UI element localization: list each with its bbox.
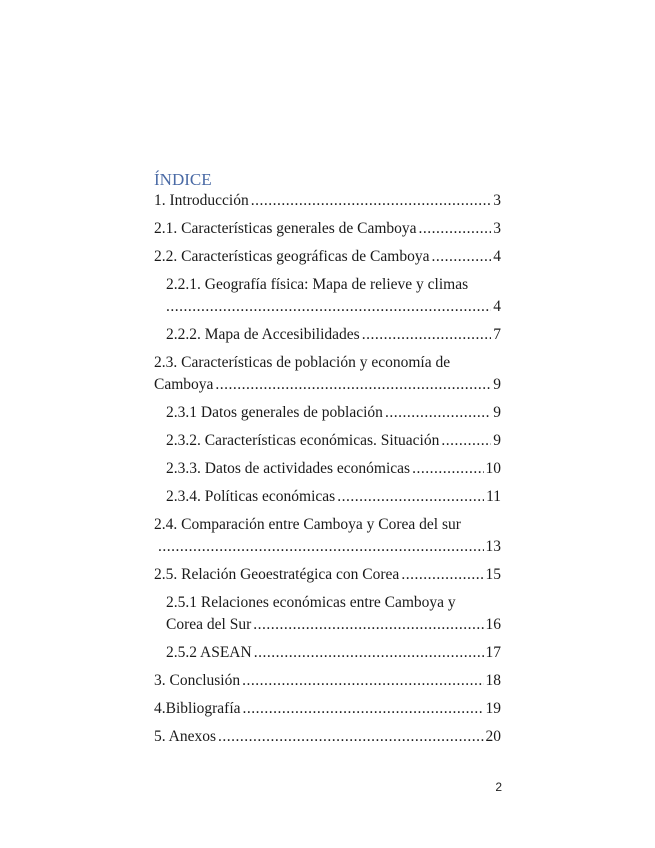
toc-entry[interactable] [154, 670, 501, 692]
toc-entry-text: 2.2. Características geográficas de Camboya [154, 248, 430, 265]
toc-entry-text: 2.3.3. Datos de actividades económicas [166, 460, 411, 477]
dot-leader [385, 402, 491, 424]
toc-entry-page: 15 [485, 566, 501, 583]
toc-entry[interactable] [154, 514, 501, 558]
toc-entry-text: 4.Bibliografía [154, 700, 241, 717]
toc-entry[interactable] [154, 486, 501, 508]
toc-entry-text: Camboya [154, 376, 214, 393]
toc-entry-text: 2.1. Características generales de Camboya [154, 220, 417, 237]
toc-entry-page: 13 [485, 538, 501, 555]
toc-entry-text: 2.2.2. Mapa de Accesibilidades [166, 326, 360, 343]
toc-entry[interactable] [154, 274, 501, 318]
toc-entry-text: 3. Conclusión [154, 672, 241, 689]
toc-entry-page: 17 [485, 644, 501, 661]
table-of-contents [154, 168, 501, 754]
toc-entry[interactable] [154, 564, 501, 586]
toc-entry-page: 4 [493, 298, 501, 315]
dot-leader [419, 218, 492, 240]
toc-entry-page: 10 [485, 460, 501, 477]
dot-leader [158, 536, 484, 558]
toc-entry-text: 2.5.1 Relaciones económicas entre Camboya y [166, 594, 456, 611]
dot-leader [431, 246, 491, 268]
toc-entry-page: 7 [493, 326, 501, 343]
toc-entry-page: 16 [485, 616, 501, 633]
dot-leader [254, 642, 484, 664]
toc-entry[interactable] [154, 352, 501, 396]
toc-entry[interactable] [154, 218, 501, 240]
dot-leader [166, 296, 491, 318]
dot-leader [215, 374, 491, 396]
dot-leader [337, 486, 484, 508]
toc-entry[interactable] [154, 430, 501, 452]
toc-entry-text: 2.2.1. Geografía física: Mapa de relieve y climas [166, 276, 469, 293]
toc-entry-page: 3 [493, 192, 501, 209]
dot-leader [412, 458, 483, 480]
toc-entry[interactable] [154, 246, 501, 268]
toc-entry[interactable] [154, 726, 501, 748]
toc-entry-text: 2.3.4. Políticas económicas [166, 488, 336, 505]
toc-title: ÍNDICE [154, 170, 212, 189]
dot-leader [251, 190, 492, 212]
toc-entry-page: 19 [485, 700, 501, 717]
dot-leader [441, 430, 491, 452]
dot-leader [401, 564, 483, 586]
toc-entry-text: 2.3. Características de población y economía de [154, 354, 451, 371]
toc-entry-page: 9 [493, 432, 501, 449]
toc-entry[interactable] [154, 458, 501, 480]
toc-entry-text: 2.3.2. Características económicas. Situación [166, 432, 440, 449]
toc-entry-text: 2.5.2 ASEAN [166, 644, 252, 661]
toc-entry-page: 20 [485, 728, 501, 745]
dot-leader [362, 324, 492, 346]
toc-entry[interactable] [154, 324, 501, 346]
toc-entry[interactable] [154, 698, 501, 720]
toc-entry-page: 9 [493, 376, 501, 393]
toc-entry-page: 4 [493, 248, 501, 265]
dot-leader [242, 670, 483, 692]
toc-entry[interactable] [154, 402, 501, 424]
toc-entry-page: 3 [493, 220, 501, 237]
toc-entry-page: 18 [485, 672, 501, 689]
page-number: 2 [495, 780, 502, 794]
toc-entry-text: 5. Anexos [154, 728, 216, 745]
toc-entry[interactable] [154, 592, 501, 636]
dot-leader [218, 726, 484, 748]
toc-entry-text: 2.3.1 Datos generales de población [166, 404, 383, 421]
toc-entry-text: 1. Introducción [154, 192, 249, 209]
toc-entry-page: 9 [493, 404, 501, 421]
dot-leader [243, 698, 484, 720]
toc-entry-text: 2.5. Relación Geoestratégica con Corea [154, 566, 400, 583]
toc-entry-text: Corea del Sur [166, 616, 252, 633]
dot-leader [253, 614, 483, 636]
toc-entry-page: 11 [486, 488, 501, 505]
toc-entry-text: 2.4. Comparación entre Camboya y Corea del sur [154, 516, 461, 533]
toc-entry[interactable] [154, 190, 501, 212]
toc-entry[interactable] [154, 642, 501, 664]
